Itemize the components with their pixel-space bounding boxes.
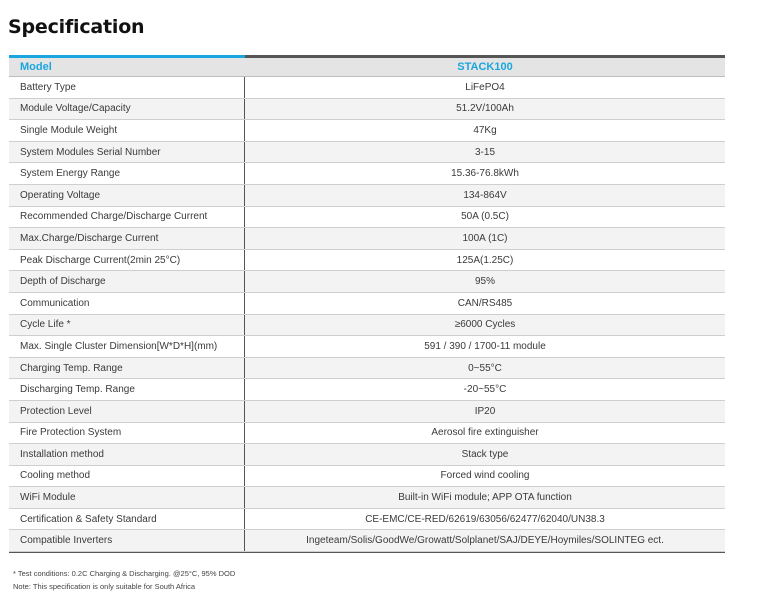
table-row xyxy=(9,77,725,99)
table-row xyxy=(9,530,725,552)
spec-label: Charging Temp. Range xyxy=(9,358,245,379)
spec-label: Max. Single Cluster Dimension[W*D*H](mm) xyxy=(9,336,245,357)
table-row xyxy=(9,358,725,380)
spec-value: 134-864V xyxy=(463,189,507,201)
table-row xyxy=(9,228,725,250)
spec-label: Fire Protection System xyxy=(9,423,245,444)
spec-value: CAN/RS485 xyxy=(457,297,513,309)
header-model-label: Model xyxy=(20,61,52,73)
spec-value: 95% xyxy=(474,276,495,288)
table-row xyxy=(9,444,725,466)
spec-label: Single Module Weight xyxy=(9,120,245,141)
spec-value: 591 / 390 / 1700-11 module xyxy=(424,340,546,352)
spec-value: 50A (0.5C) xyxy=(461,211,509,223)
spec-value: Built-in WiFi module; APP OTA function xyxy=(398,492,572,504)
spec-value: 15.36-76.8kWh xyxy=(451,168,519,180)
region-note: Note: This specification is only suitable for South Africa xyxy=(13,581,196,591)
spec-label: Battery Type xyxy=(9,77,245,98)
spec-label: Protection Level xyxy=(9,401,245,422)
table-row xyxy=(9,487,725,509)
table-row xyxy=(9,423,725,445)
spec-value: Forced wind cooling xyxy=(440,470,530,482)
spec-value: 51.2V/100Ah xyxy=(456,103,514,115)
table-row xyxy=(9,185,725,207)
spec-label: Cooling method xyxy=(9,466,245,487)
table-row xyxy=(9,336,725,358)
table-row xyxy=(9,466,725,488)
table-row xyxy=(9,163,725,185)
table-row xyxy=(9,250,725,272)
spec-label: WiFi Module xyxy=(9,487,245,508)
table-row xyxy=(9,142,725,164)
spec-label: Operating Voltage xyxy=(9,185,245,206)
test-conditions-note: * Test conditions: 0.2C Charging & Discharging. @25°C, 95% DOD xyxy=(13,569,236,578)
table-row xyxy=(9,271,725,293)
spec-value: IP20 xyxy=(474,405,496,417)
spec-label: Compatible Inverters xyxy=(9,530,245,551)
spec-value: Aerosol fire extinguisher xyxy=(431,427,539,439)
spec-label: Certification & Safety Standard xyxy=(9,509,245,530)
spec-label: Cycle Life * xyxy=(9,315,245,336)
spec-value: 125A(1.25C) xyxy=(456,254,514,266)
spec-value: 3-15 xyxy=(474,146,495,158)
table-row xyxy=(9,379,725,401)
spec-label: Peak Discharge Current(2min 25°C) xyxy=(9,250,245,271)
page-title: Specification xyxy=(8,16,145,38)
table-row xyxy=(9,315,725,337)
spec-label: Depth of Discharge xyxy=(9,271,245,292)
spec-label: Module Voltage/Capacity xyxy=(9,99,245,120)
spec-label: Max.Charge/Discharge Current xyxy=(9,228,245,249)
table-row xyxy=(9,99,725,121)
spec-value: 100A (1C) xyxy=(462,232,508,244)
header-model-value: STACK100 xyxy=(457,61,513,73)
table-row xyxy=(9,120,725,142)
table-bottom-line xyxy=(9,552,725,553)
table-row xyxy=(9,509,725,531)
spec-label: Recommended Charge/Discharge Current xyxy=(9,207,245,228)
footnotes xyxy=(13,568,235,593)
table-header-row xyxy=(9,58,725,77)
spec-value: LiFePO4 xyxy=(465,81,505,93)
spec-value: Stack type xyxy=(461,448,509,460)
spec-value: Ingeteam/Solis/GoodWe/Growatt/Solplanet/SAJ/DEYE/Hoymiles/SOLINTEG ect. xyxy=(306,535,664,547)
spec-label: Communication xyxy=(9,293,245,314)
spec-table xyxy=(9,55,725,553)
table-row xyxy=(9,293,725,315)
spec-label: System Modules Serial Number xyxy=(9,142,245,163)
spec-value: CE-EMC/CE-RED/62619/63056/62477/62040/UN38.3 xyxy=(365,513,605,525)
spec-value: -20~55°C xyxy=(463,384,507,396)
spec-value: ≥6000 Cycles xyxy=(454,319,516,331)
spec-value: 0~55°C xyxy=(468,362,502,374)
spec-value: 47Kg xyxy=(473,124,497,136)
table-body xyxy=(9,77,725,552)
table-row xyxy=(9,401,725,423)
spec-label: System Energy Range xyxy=(9,163,245,184)
table-row xyxy=(9,207,725,229)
spec-label: Discharging Temp. Range xyxy=(9,379,245,400)
spec-label: Installation method xyxy=(9,444,245,465)
